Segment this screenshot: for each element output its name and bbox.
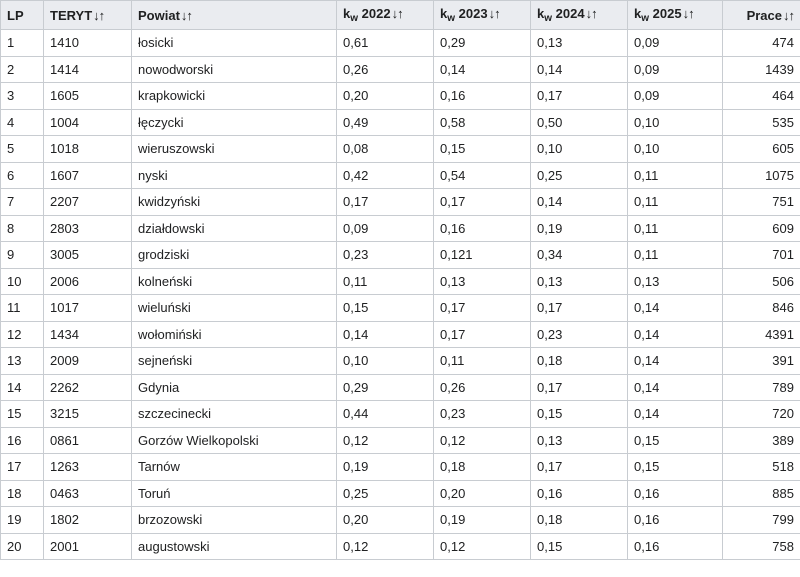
kw-2024-cell: 0,14 — [531, 56, 628, 83]
kw-2022-cell: 0,09 — [337, 215, 434, 242]
powiat-cell: wołomiński — [132, 321, 337, 348]
prace-cell: 605 — [723, 136, 800, 163]
powiat-cell: łosicki — [132, 30, 337, 57]
table-row — [1, 507, 800, 534]
table-row — [1, 533, 800, 560]
kw-2022-cell: 0,29 — [337, 374, 434, 401]
kw-2023-cell: 0,16 — [434, 83, 531, 110]
kw-2024-cell: 0,50 — [531, 109, 628, 136]
kw-2023-cell: 0,20 — [434, 480, 531, 507]
kw-2025-cell: 0,15 — [628, 427, 723, 454]
kw-2024-cell: 0,15 — [531, 401, 628, 428]
header-label: Prace — [746, 7, 782, 23]
prace-cell: 789 — [723, 374, 800, 401]
kw-2025-cell: 0,11 — [628, 189, 723, 216]
prace-cell: 535 — [723, 109, 800, 136]
header-row — [1, 1, 800, 30]
prace-cell: 506 — [723, 268, 800, 295]
sort-icon[interactable]: ↓↑ — [180, 7, 192, 23]
kw-2022-cell: 0,15 — [337, 295, 434, 322]
prace-cell: 720 — [723, 401, 800, 428]
kw-2025-cell: 0,11 — [628, 242, 723, 269]
table-row — [1, 189, 800, 216]
teryt-cell: 1607 — [44, 162, 132, 189]
lp-cell: 8 — [1, 215, 44, 242]
kw-2024-cell: 0,25 — [531, 162, 628, 189]
header-year: 2025 — [652, 6, 682, 21]
prace-cell: 464 — [723, 83, 800, 110]
teryt-cell: 2262 — [44, 374, 132, 401]
kw-2022-cell: 0,20 — [337, 83, 434, 110]
lp-cell: 1 — [1, 30, 44, 57]
kw-2023-cell: 0,121 — [434, 242, 531, 269]
kw-2022-cell: 0,11 — [337, 268, 434, 295]
header-label: TERYT — [50, 7, 93, 23]
kw-2025-cell: 0,14 — [628, 348, 723, 375]
teryt-cell: 1434 — [44, 321, 132, 348]
kw-2024-cell: 0,14 — [531, 189, 628, 216]
teryt-cell: 1802 — [44, 507, 132, 534]
kw-2022-cell: 0,14 — [337, 321, 434, 348]
teryt-cell: 0463 — [44, 480, 132, 507]
kw-2022-cell: 0,26 — [337, 56, 434, 83]
kw-2025-cell: 0,10 — [628, 136, 723, 163]
kw-2025-cell: 0,13 — [628, 268, 723, 295]
lp-cell: 2 — [1, 56, 44, 83]
teryt-cell: 1263 — [44, 454, 132, 481]
teryt-cell: 3005 — [44, 242, 132, 269]
prace-cell: 518 — [723, 454, 800, 481]
lp-cell: 11 — [1, 295, 44, 322]
table-body — [1, 30, 800, 560]
prace-cell: 1439 — [723, 56, 800, 83]
kw-2024-cell: 0,34 — [531, 242, 628, 269]
table-row — [1, 109, 800, 136]
kw-2022-cell: 0,10 — [337, 348, 434, 375]
header-k-letter: k — [440, 6, 448, 21]
teryt-cell: 1018 — [44, 136, 132, 163]
kw-2025-cell: 0,16 — [628, 533, 723, 560]
lp-cell: 6 — [1, 162, 44, 189]
powiat-cell: Gorzów Wielkopolski — [132, 427, 337, 454]
kw-2024-cell: 0,17 — [531, 454, 628, 481]
table-row — [1, 242, 800, 269]
table-row — [1, 427, 800, 454]
lp-cell: 15 — [1, 401, 44, 428]
teryt-cell: 1004 — [44, 109, 132, 136]
kw-2025-cell: 0,14 — [628, 321, 723, 348]
header-k-subscript: w — [544, 13, 553, 24]
header-k-subscript: w — [447, 13, 456, 24]
kw-2023-cell: 0,12 — [434, 533, 531, 560]
lp-cell: 16 — [1, 427, 44, 454]
kw-2024-cell: 0,13 — [531, 268, 628, 295]
powiat-cell: wieluński — [132, 295, 337, 322]
teryt-cell: 3215 — [44, 401, 132, 428]
column-header-teryt[interactable] — [44, 1, 132, 30]
kw-2025-cell: 0,10 — [628, 109, 723, 136]
prace-cell: 474 — [723, 30, 800, 57]
teryt-cell: 2006 — [44, 268, 132, 295]
table-row — [1, 374, 800, 401]
header-label: LP — [7, 7, 24, 23]
prace-cell: 389 — [723, 427, 800, 454]
lp-cell: 18 — [1, 480, 44, 507]
kw-2024-cell: 0,13 — [531, 427, 628, 454]
header-year: 2024 — [555, 6, 585, 21]
lp-cell: 3 — [1, 83, 44, 110]
lp-cell: 13 — [1, 348, 44, 375]
header-k-letter: k — [537, 6, 545, 21]
kw-2022-cell: 0,12 — [337, 533, 434, 560]
kw-2024-cell: 0,10 — [531, 136, 628, 163]
prace-cell: 799 — [723, 507, 800, 534]
table-row — [1, 56, 800, 83]
kw-2023-cell: 0,58 — [434, 109, 531, 136]
column-header-kw-2022[interactable] — [337, 1, 434, 30]
powiat-cell: działdowski — [132, 215, 337, 242]
header-year: 2023 — [458, 6, 488, 21]
kw-2024-cell: 0,17 — [531, 374, 628, 401]
powiat-cell: brzozowski — [132, 507, 337, 534]
table-row — [1, 401, 800, 428]
kw-2025-cell: 0,11 — [628, 162, 723, 189]
teryt-cell: 2207 — [44, 189, 132, 216]
kw-2022-cell: 0,23 — [337, 242, 434, 269]
kw-2025-cell: 0,14 — [628, 374, 723, 401]
kw-2024-cell: 0,17 — [531, 295, 628, 322]
column-header-powiat[interactable] — [132, 1, 337, 30]
header-year: 2022 — [361, 6, 391, 21]
kw-2022-cell: 0,19 — [337, 454, 434, 481]
prace-cell: 609 — [723, 215, 800, 242]
prace-cell: 846 — [723, 295, 800, 322]
sort-icon[interactable]: ↓↑ — [93, 7, 105, 23]
powiat-cell: sejneński — [132, 348, 337, 375]
column-header-kw-2023[interactable] — [434, 1, 531, 30]
kw-2023-cell: 0,13 — [434, 268, 531, 295]
powiat-cell: Gdynia — [132, 374, 337, 401]
lp-cell: 20 — [1, 533, 44, 560]
powiat-cell: kwidzyński — [132, 189, 337, 216]
teryt-cell: 1605 — [44, 83, 132, 110]
kw-2023-cell: 0,16 — [434, 215, 531, 242]
table-row — [1, 321, 800, 348]
kw-2025-cell: 0,14 — [628, 295, 723, 322]
header-k-subscript: w — [641, 13, 650, 24]
teryt-cell: 0861 — [44, 427, 132, 454]
kw-2023-cell: 0,14 — [434, 56, 531, 83]
table-row — [1, 268, 800, 295]
kw-2024-cell: 0,18 — [531, 348, 628, 375]
kw-2023-cell: 0,29 — [434, 30, 531, 57]
lp-cell: 19 — [1, 507, 44, 534]
kw-2023-cell: 0,12 — [434, 427, 531, 454]
prace-cell: 885 — [723, 480, 800, 507]
lp-cell: 17 — [1, 454, 44, 481]
kw-2023-cell: 0,26 — [434, 374, 531, 401]
powiat-cell: grodziski — [132, 242, 337, 269]
powiat-cell: wieruszowski — [132, 136, 337, 163]
kw-2025-cell: 0,15 — [628, 454, 723, 481]
sort-icon[interactable]: ↓↑ — [682, 6, 694, 21]
kw-2022-cell: 0,25 — [337, 480, 434, 507]
sort-icon[interactable]: ↓↑ — [391, 6, 403, 21]
header-label: Powiat — [138, 7, 180, 23]
table-row — [1, 30, 800, 57]
kw-2022-cell: 0,12 — [337, 427, 434, 454]
sort-icon[interactable]: ↓↑ — [585, 6, 597, 21]
powiat-cell: szczecinecki — [132, 401, 337, 428]
kw-2025-cell: 0,14 — [628, 401, 723, 428]
kw-2024-cell: 0,17 — [531, 83, 628, 110]
prace-cell: 758 — [723, 533, 800, 560]
prace-cell: 701 — [723, 242, 800, 269]
kw-2025-cell: 0,16 — [628, 480, 723, 507]
powiat-cell: nyski — [132, 162, 337, 189]
kw-2022-cell: 0,20 — [337, 507, 434, 534]
powiat-cell: augustowski — [132, 533, 337, 560]
kw-2023-cell: 0,17 — [434, 189, 531, 216]
column-header-prace[interactable] — [723, 1, 800, 30]
header-k-letter: k — [343, 6, 351, 21]
kw-2023-cell: 0,17 — [434, 295, 531, 322]
lp-cell: 12 — [1, 321, 44, 348]
table-row — [1, 348, 800, 375]
prace-cell: 391 — [723, 348, 800, 375]
teryt-cell: 1414 — [44, 56, 132, 83]
powiat-cell: krapkowicki — [132, 83, 337, 110]
kw-2022-cell: 0,42 — [337, 162, 434, 189]
powiat-cell: łęczycki — [132, 109, 337, 136]
lp-cell: 5 — [1, 136, 44, 163]
powiat-cell: Toruń — [132, 480, 337, 507]
table-row — [1, 215, 800, 242]
kw-2022-cell: 0,44 — [337, 401, 434, 428]
lp-cell: 14 — [1, 374, 44, 401]
powiat-cell: kolneński — [132, 268, 337, 295]
kw-2024-cell: 0,19 — [531, 215, 628, 242]
powiat-cell: Tarnów — [132, 454, 337, 481]
kw-2023-cell: 0,54 — [434, 162, 531, 189]
kw-2023-cell: 0,17 — [434, 321, 531, 348]
kw-2023-cell: 0,23 — [434, 401, 531, 428]
column-header-kw-2024[interactable] — [531, 1, 628, 30]
table-row — [1, 480, 800, 507]
prace-cell: 1075 — [723, 162, 800, 189]
lp-cell: 9 — [1, 242, 44, 269]
column-header-lp — [1, 1, 44, 30]
sort-icon[interactable]: ↓↑ — [488, 6, 500, 21]
kw-2023-cell: 0,11 — [434, 348, 531, 375]
kw-2024-cell: 0,16 — [531, 480, 628, 507]
kw-2025-cell: 0,09 — [628, 83, 723, 110]
table-row — [1, 454, 800, 481]
kw-2024-cell: 0,15 — [531, 533, 628, 560]
kw-2024-cell: 0,18 — [531, 507, 628, 534]
header-k-subscript: w — [350, 13, 359, 24]
teryt-cell: 2803 — [44, 215, 132, 242]
kw-2024-cell: 0,23 — [531, 321, 628, 348]
powiat-cell: nowodworski — [132, 56, 337, 83]
header-k-letter: k — [634, 6, 642, 21]
lp-cell: 7 — [1, 189, 44, 216]
table-row — [1, 83, 800, 110]
kw-2023-cell: 0,19 — [434, 507, 531, 534]
table-header — [1, 1, 800, 30]
kw-2022-cell: 0,61 — [337, 30, 434, 57]
lp-cell: 4 — [1, 109, 44, 136]
kw-2024-cell: 0,13 — [531, 30, 628, 57]
kw-2022-cell: 0,17 — [337, 189, 434, 216]
teryt-cell: 2001 — [44, 533, 132, 560]
table-row — [1, 136, 800, 163]
prace-cell: 4391 — [723, 321, 800, 348]
kw-2025-cell: 0,11 — [628, 215, 723, 242]
kw-2025-cell: 0,16 — [628, 507, 723, 534]
prace-cell: 751 — [723, 189, 800, 216]
kw-2022-cell: 0,08 — [337, 136, 434, 163]
table-row — [1, 295, 800, 322]
column-header-kw-2025[interactable] — [628, 1, 723, 30]
sort-icon[interactable]: ↓↑ — [783, 7, 794, 23]
teryt-cell: 1410 — [44, 30, 132, 57]
kw-2023-cell: 0,18 — [434, 454, 531, 481]
kw-2023-cell: 0,15 — [434, 136, 531, 163]
teryt-cell: 1017 — [44, 295, 132, 322]
kw-2025-cell: 0,09 — [628, 30, 723, 57]
kw-2022-cell: 0,49 — [337, 109, 434, 136]
table-row — [1, 162, 800, 189]
teryt-cell: 2009 — [44, 348, 132, 375]
kw-2025-cell: 0,09 — [628, 56, 723, 83]
lp-cell: 10 — [1, 268, 44, 295]
